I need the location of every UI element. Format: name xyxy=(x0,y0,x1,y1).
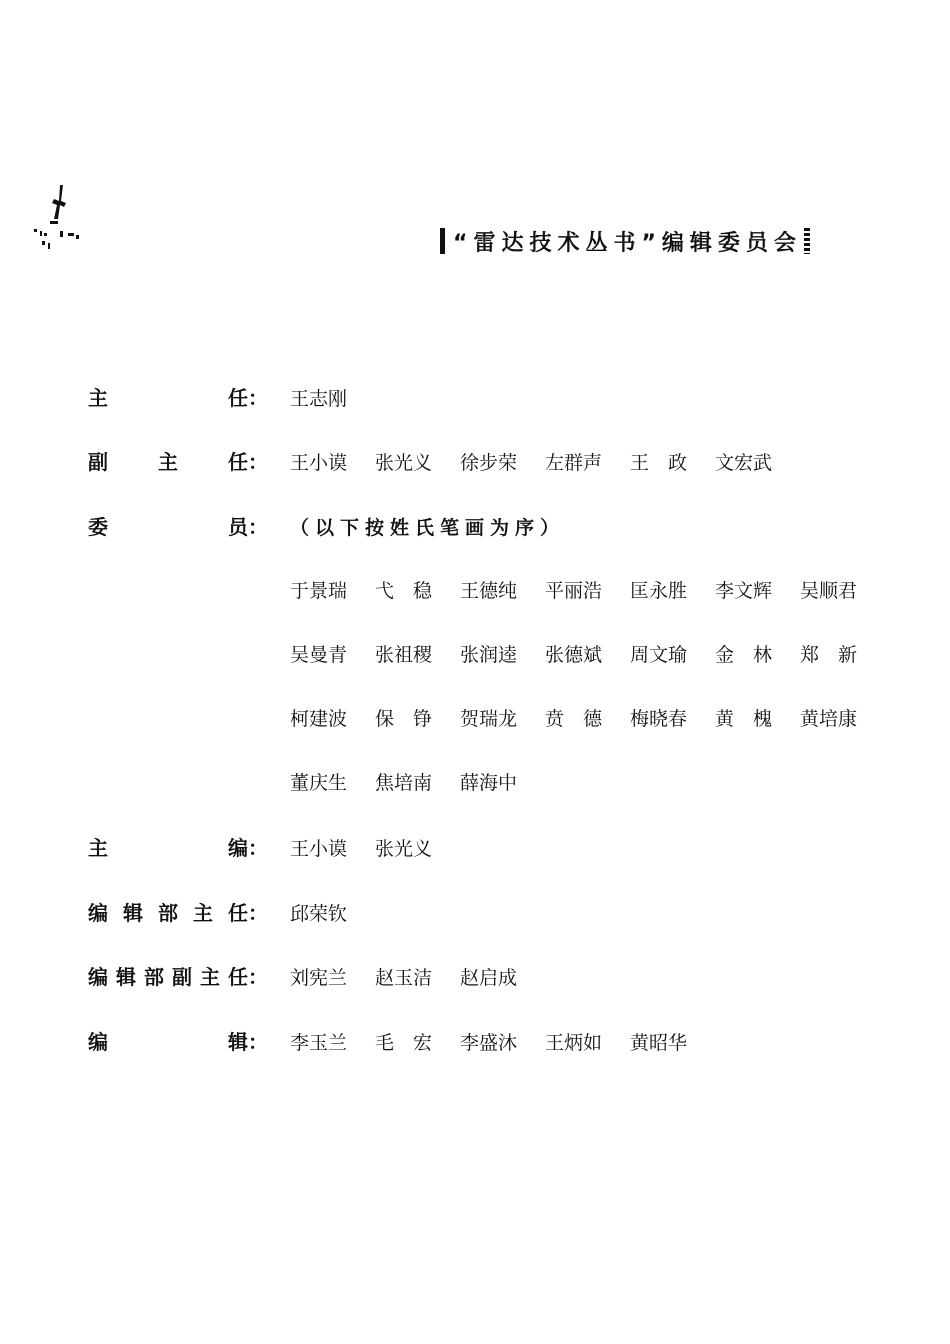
label-char: 副 xyxy=(172,965,192,989)
person-name: 王德纯 xyxy=(460,580,518,602)
header-left-bar xyxy=(440,228,445,254)
label-char: 辑 xyxy=(123,901,143,925)
row-director xyxy=(88,382,375,411)
label-char: 任 xyxy=(228,386,248,410)
label-char: 辑 xyxy=(116,965,136,989)
label-char: 部 xyxy=(158,901,178,925)
member-row xyxy=(290,768,885,832)
person-name: 张祖稷 xyxy=(375,644,433,666)
label-colon: ： xyxy=(248,965,268,989)
label-editorial-deputy-director xyxy=(88,961,268,990)
members-list xyxy=(290,576,885,832)
person-name: 薛海中 xyxy=(460,772,518,794)
label-char: 委 xyxy=(88,515,108,539)
person-name: 吴顺君 xyxy=(800,580,858,602)
label-char: 部 xyxy=(144,965,164,989)
person-name: 董庆生 xyxy=(290,772,348,794)
person-name: 郑 新 xyxy=(800,644,858,666)
label-colon: ： xyxy=(248,901,268,925)
person-name: 张润逵 xyxy=(460,644,518,666)
person-name: 毛 宏 xyxy=(375,1032,433,1054)
member-row xyxy=(290,640,885,704)
label-char: 任 xyxy=(228,901,248,925)
names-editors xyxy=(290,1028,715,1055)
label-char: 副 xyxy=(88,450,108,474)
member-row xyxy=(290,704,885,768)
label-editorial-director xyxy=(88,897,268,926)
label-char: 任 xyxy=(228,965,248,989)
label-char: 员 xyxy=(228,515,248,539)
names-director xyxy=(290,384,375,411)
row-editors xyxy=(88,1026,715,1055)
names-editorial-director xyxy=(290,899,375,926)
person-name: 匡永胜 xyxy=(630,580,688,602)
row-chief-editor xyxy=(88,832,460,861)
row-editorial-deputy-director xyxy=(88,961,545,990)
person-name: 吴曼青 xyxy=(290,644,348,666)
person-name: 焦培南 xyxy=(375,772,433,794)
row-deputy-director xyxy=(88,446,800,475)
label-colon: ： xyxy=(248,450,268,474)
label-char: 主 xyxy=(158,450,178,474)
person-name: 张光义 xyxy=(375,838,433,860)
label-colon: ： xyxy=(248,836,268,860)
label-char: 编 xyxy=(88,1030,108,1054)
person-name: 赵启成 xyxy=(460,967,518,989)
label-members xyxy=(88,511,268,540)
person-name: 梅晓春 xyxy=(630,708,688,730)
person-name: 黄昭华 xyxy=(630,1032,688,1054)
person-name: 弋 稳 xyxy=(375,580,433,602)
person-name: 文宏武 xyxy=(715,452,773,474)
person-name: 李盛沐 xyxy=(460,1032,518,1054)
members-order-note: （以下按姓氏笔画为序） xyxy=(290,517,566,539)
label-deputy-director xyxy=(88,446,268,475)
label-char: 编 xyxy=(88,901,108,925)
person-name: 邱荣钦 xyxy=(290,903,348,925)
header-title: “雷达技术丛书”编辑委员会 xyxy=(453,230,802,256)
label-colon: ： xyxy=(248,386,268,410)
person-name: 王炳如 xyxy=(545,1032,603,1054)
names-deputy-director xyxy=(290,448,800,475)
member-row xyxy=(290,576,885,640)
committee-header xyxy=(440,226,810,256)
person-name: 王志刚 xyxy=(290,388,348,410)
person-name: 王 政 xyxy=(630,452,688,474)
names-editorial-deputy-director xyxy=(290,963,545,990)
person-name: 金 林 xyxy=(715,644,773,666)
label-editors xyxy=(88,1026,268,1055)
names-chief-editor xyxy=(290,834,460,861)
person-name: 李文辉 xyxy=(715,580,773,602)
person-name: 赵玉洁 xyxy=(375,967,433,989)
person-name: 刘宪兰 xyxy=(290,967,348,989)
person-name: 张德斌 xyxy=(545,644,603,666)
person-name: 于景瑞 xyxy=(290,580,348,602)
label-char: 任 xyxy=(228,450,248,474)
label-char: 主 xyxy=(193,901,213,925)
person-name: 左群声 xyxy=(545,452,603,474)
person-name: 黄 槐 xyxy=(715,708,773,730)
person-name: 保 铮 xyxy=(375,708,433,730)
person-name: 贺瑞龙 xyxy=(460,708,518,730)
person-name: 王小谟 xyxy=(290,838,348,860)
label-director xyxy=(88,382,268,411)
person-name: 徐步荣 xyxy=(460,452,518,474)
row-members xyxy=(88,511,565,540)
label-colon: ： xyxy=(248,515,268,539)
label-char: 主 xyxy=(88,836,108,860)
label-char: 编 xyxy=(228,836,248,860)
label-colon: ： xyxy=(248,1030,268,1054)
header-right-bar xyxy=(804,228,810,254)
person-name: 贲 德 xyxy=(545,708,603,730)
person-name: 平丽浩 xyxy=(545,580,603,602)
label-char: 辑 xyxy=(228,1030,248,1054)
label-chief-editor xyxy=(88,832,268,861)
label-char: 编 xyxy=(88,965,108,989)
person-name: 黄培康 xyxy=(800,708,858,730)
person-name: 李玉兰 xyxy=(290,1032,348,1054)
ornament-mark-icon xyxy=(30,183,82,253)
person-name: 柯建波 xyxy=(290,708,348,730)
label-char: 主 xyxy=(88,386,108,410)
person-name: 周文瑜 xyxy=(630,644,688,666)
row-editorial-director xyxy=(88,897,375,926)
person-name: 张光义 xyxy=(375,452,433,474)
person-name: 王小谟 xyxy=(290,452,348,474)
label-char: 主 xyxy=(200,965,220,989)
